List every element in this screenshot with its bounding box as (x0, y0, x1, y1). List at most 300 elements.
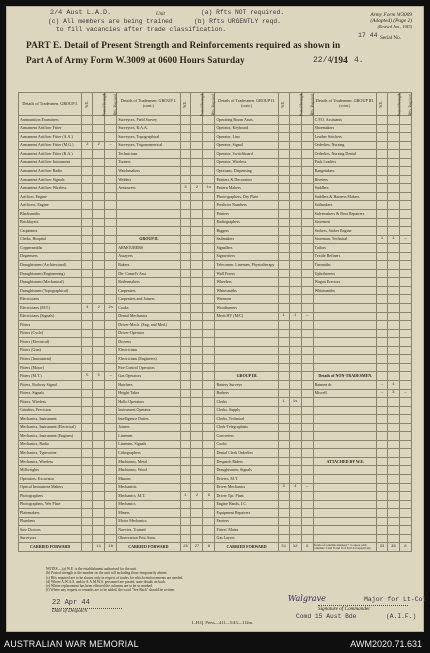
trade-value (301, 492, 313, 501)
trade-label: Fitters (Gun) (19, 346, 82, 355)
trade-value (82, 415, 93, 424)
trade-label (313, 500, 376, 509)
trade-label: Mechanics, Typewriter (19, 449, 82, 458)
trade-label (313, 398, 376, 407)
trade-value (191, 286, 203, 295)
trade-value (82, 116, 93, 125)
trade-value (105, 201, 117, 210)
trade-value (376, 415, 387, 424)
trade-label: Operator, Wireless (215, 158, 278, 167)
trade-label: Carpenters (19, 227, 82, 236)
trade-value (191, 423, 203, 432)
trade-value (399, 338, 411, 347)
trade-value (105, 286, 117, 295)
trade-value (387, 210, 399, 219)
trade-label: Equipment Repairers (215, 509, 278, 518)
trade-value (376, 483, 387, 492)
trade-value (289, 406, 301, 415)
despatch-date: 22 Apr 44 (52, 599, 90, 607)
trade-value (301, 167, 313, 176)
trade-value (203, 509, 215, 518)
col-we: W.E. (376, 93, 387, 116)
trade-value (105, 423, 117, 432)
trade-label: Dental Clerk Orderlies (215, 449, 278, 458)
trade-value (82, 175, 93, 184)
trade-label: Upholsterers (313, 269, 376, 278)
trade-value: 2 (93, 304, 105, 313)
trade-value (376, 517, 387, 526)
totals-row (19, 543, 412, 552)
trade-label: Printers (215, 210, 278, 219)
trade-label: Dir. Camel's Asst. (117, 269, 180, 278)
typed-line-b2: (b) Rfts URGENTLY reqd. (194, 18, 281, 25)
table-row (19, 150, 412, 159)
strength-table (18, 92, 412, 552)
trade-value (203, 329, 215, 338)
table-row (19, 304, 412, 313)
trade-value (105, 492, 117, 501)
trade-label: Mechanics (117, 500, 180, 509)
trade-value (180, 406, 191, 415)
trade-value (93, 500, 105, 509)
trade-label: Saw Doctors (19, 526, 82, 535)
trade-value (301, 141, 313, 150)
trade-value (289, 380, 301, 389)
typed-year: 4. (354, 56, 364, 65)
trade-value (180, 355, 191, 364)
trade-label (313, 492, 376, 501)
table-row (19, 278, 412, 287)
col-details-g1c: Details of Tradesmen. GROUP I. (cont.) (117, 93, 180, 116)
trade-value (301, 261, 313, 270)
trade-value (105, 244, 117, 253)
trade-label: Boilermakers (117, 278, 180, 287)
trade-value (203, 133, 215, 142)
trade-value (203, 235, 215, 244)
trade-value (387, 363, 399, 372)
trade-value (191, 133, 203, 142)
trade-value (93, 483, 105, 492)
trade-label: Mechanics, M.T. (117, 492, 180, 501)
trade-label: Armament Artificer Fitter (19, 124, 82, 133)
trade-value (203, 355, 215, 364)
trade-value (105, 252, 117, 261)
trade-value (278, 210, 289, 219)
trade-label: C.P.O. Assistants (313, 116, 376, 125)
trade-value (180, 363, 191, 372)
table-row (19, 363, 412, 372)
trade-value (376, 492, 387, 501)
trade-value (105, 500, 117, 509)
trade-value (376, 167, 387, 176)
trade-value (105, 389, 117, 398)
trade-value (82, 261, 93, 270)
trade-value (387, 517, 399, 526)
trade-label: Gas Operators (117, 372, 180, 381)
trade-label (313, 363, 376, 372)
part-e-title: PART E. Detail of Present Strength and Reinforcements required as shown in (26, 41, 341, 51)
trade-value (105, 116, 117, 125)
table-row (19, 346, 412, 355)
table-row (19, 423, 412, 432)
trade-value (191, 355, 203, 364)
typed-rank: Major for Lt-Col (364, 596, 427, 603)
trade-value (191, 252, 203, 261)
trade-value (301, 184, 313, 193)
trade-value (399, 474, 411, 483)
trade-value (105, 449, 117, 458)
trade-value (289, 269, 301, 278)
trade-value: 1 (278, 398, 289, 407)
trade-label: Surveyors, Trigonometrical (117, 141, 180, 150)
signature-label: Signature of Commander (318, 605, 408, 612)
trade-value (82, 269, 93, 278)
trade-value (93, 526, 105, 535)
trade-value (203, 201, 215, 210)
trade-value (105, 321, 117, 330)
trade-value (93, 201, 105, 210)
trade-value (203, 363, 215, 372)
trade-value (191, 415, 203, 424)
trade-value (278, 389, 289, 398)
trade-value (82, 321, 93, 330)
table-row (19, 355, 412, 364)
trade-value (105, 457, 117, 466)
trade-value (93, 440, 105, 449)
trade-label: Optical Instrument Makers (19, 483, 82, 492)
trade-value: 2 (191, 184, 203, 193)
trade-label: Rangetakers (313, 167, 376, 176)
trade-value: 3 (180, 184, 191, 193)
trade-label: Painters & Decorators (215, 175, 278, 184)
trade-label: Clerks, Technical (215, 415, 278, 424)
trade-value (278, 321, 289, 330)
trade-value (399, 380, 411, 389)
despatch-block (52, 599, 122, 614)
trade-value (203, 244, 215, 253)
trade-value: 1 (387, 380, 399, 389)
trade-value (191, 218, 203, 227)
trade-label: Grinders, Precision (19, 406, 82, 415)
trade-value (191, 321, 203, 330)
trade-value (82, 201, 93, 210)
trade-value (105, 406, 117, 415)
col-rfts: Rfts. Required. (301, 93, 313, 116)
trade-value (301, 321, 313, 330)
trade-label: Whitesmiths (313, 286, 376, 295)
trade-value (376, 372, 387, 381)
trade-value (301, 372, 313, 381)
trade-value (376, 312, 387, 321)
table-row (19, 474, 412, 483)
trade-value (180, 124, 191, 133)
trade-value (93, 252, 105, 261)
trade-value (191, 312, 203, 321)
trade-label: Operator, Keyboard (215, 124, 278, 133)
trade-label: Watchmakers (117, 167, 180, 176)
trade-value (82, 423, 93, 432)
trade-value (191, 440, 203, 449)
trade-value (105, 534, 117, 543)
trade-value (387, 346, 399, 355)
trade-label: Driver Mechanics (215, 483, 278, 492)
trade-value (203, 483, 215, 492)
trade-label: Motor Mechanics (117, 517, 180, 526)
trade-value (289, 286, 301, 295)
trade-value (399, 457, 411, 466)
form-identifier (370, 12, 412, 31)
trade-value (278, 355, 289, 364)
trade-label: Armament Artificer Wireless (19, 184, 82, 193)
trade-value (278, 295, 289, 304)
table-row (19, 321, 412, 330)
trade-label: Concreters (215, 432, 278, 441)
trade-label: Opticians, Dispensing (215, 167, 278, 176)
trade-label: Fitters, Signals (19, 389, 82, 398)
trade-value (278, 261, 289, 270)
trade-value (387, 398, 399, 407)
table-header-row (19, 93, 412, 116)
trade-label (313, 474, 376, 483)
trade-value (180, 116, 191, 125)
trade-label: Saddlers (313, 184, 376, 193)
trade-value (376, 295, 387, 304)
trade-value (289, 124, 301, 133)
trade-value (93, 286, 105, 295)
trade-label: GROUP III. (215, 372, 278, 381)
trade-label: Signallers (215, 244, 278, 253)
trade-value (278, 380, 289, 389)
trade-value (289, 158, 301, 167)
trade-value (180, 474, 191, 483)
trade-value (191, 449, 203, 458)
trade-value: — (399, 235, 411, 244)
trade-value (93, 457, 105, 466)
trade-value (82, 406, 93, 415)
trade-value (387, 158, 399, 167)
trade-value (376, 304, 387, 313)
trade-value (93, 133, 105, 142)
document-page (6, 6, 427, 632)
trade-value (289, 534, 301, 543)
trade-value (387, 526, 399, 535)
trade-label: Intelligence Duties (117, 415, 180, 424)
trade-value: 1 (387, 235, 399, 244)
trade-value (301, 449, 313, 458)
trade-value (191, 363, 203, 372)
trade-value (180, 244, 191, 253)
trade-value (376, 184, 387, 193)
trade-label (215, 338, 278, 347)
trade-value (180, 278, 191, 287)
trade-label: Wagon Erectors (313, 278, 376, 287)
trade-label: Height Taker (117, 389, 180, 398)
trade-value: 2 (191, 492, 203, 501)
typed-serial: 17 44 (358, 32, 378, 39)
trade-value (105, 509, 117, 518)
trade-value (301, 210, 313, 219)
trade-label (313, 329, 376, 338)
table-row (19, 500, 412, 509)
trade-label: Clerks, Hospital (19, 235, 82, 244)
trade-label: Blacksmiths (19, 210, 82, 219)
trade-value (278, 474, 289, 483)
trade-label: GROUP II. (117, 235, 180, 244)
trade-value: 2 (82, 141, 93, 150)
trade-value (191, 141, 203, 150)
table-row (19, 218, 412, 227)
archive-name: AUSTRALIAN WAR MEMORIAL (4, 639, 139, 649)
trade-value (376, 244, 387, 253)
carried-forward-label: CARRIED FORWARD (215, 543, 278, 552)
trade-value (301, 517, 313, 526)
trade-value (289, 227, 301, 236)
printer-imprint: L.H.Q. Press—411—5/43—112m. (192, 620, 254, 625)
trade-value (82, 517, 93, 526)
trade-value (93, 261, 105, 270)
trade-value (387, 534, 399, 543)
trade-value (387, 133, 399, 142)
trade-value (387, 440, 399, 449)
trade-value: — (399, 389, 411, 398)
trade-value (93, 466, 105, 475)
trade-value (376, 141, 387, 150)
trade-value (93, 184, 105, 193)
col-we: W.E. (180, 93, 191, 116)
trade-value (376, 192, 387, 201)
trade-value (301, 304, 313, 313)
trade-value (289, 184, 301, 193)
trade-value (289, 295, 301, 304)
trade-value (105, 363, 117, 372)
trade-value (82, 150, 93, 159)
total-value: 31 (278, 543, 289, 552)
trade-value (289, 432, 301, 441)
form-id-line-3: (Revised Jan., 1943) (377, 24, 412, 30)
trade-value (301, 526, 313, 535)
trade-value (289, 167, 301, 176)
trade-value (191, 227, 203, 236)
trade-value (387, 474, 399, 483)
table-row (19, 269, 412, 278)
table-row (19, 286, 412, 295)
trade-value (289, 116, 301, 125)
trade-value (191, 466, 203, 475)
trade-value (289, 509, 301, 518)
trade-value (105, 295, 117, 304)
trade-label: Fitters (19, 321, 82, 330)
trade-label: Telecomm. Linemen, Physiotherapy (215, 261, 278, 270)
trade-label: Surveyors, Topographical (117, 133, 180, 142)
trade-label: Electricians (M.T.) (19, 304, 82, 313)
trade-value (105, 517, 117, 526)
trade-value (93, 474, 105, 483)
trade-label: Leather Stitchers (313, 133, 376, 142)
trade-value (289, 329, 301, 338)
trade-label: Despatch Riders (215, 457, 278, 466)
trade-value (203, 116, 215, 125)
trade-value (82, 526, 93, 535)
table-row (19, 466, 412, 475)
trade-value (191, 261, 203, 270)
trade-label: Pattern Makers (215, 184, 278, 193)
trade-label: Surveyors, R.A.A. (117, 124, 180, 133)
table-row (19, 338, 412, 347)
trade-value (105, 269, 117, 278)
trade-value (387, 218, 399, 227)
trade-value (82, 244, 93, 253)
trade-value (203, 124, 215, 133)
trade-label: Armament Artificer Fitter (A.A.) (19, 133, 82, 142)
trade-value (203, 526, 215, 535)
trade-value (289, 517, 301, 526)
trade-value (93, 150, 105, 159)
trade-value (387, 141, 399, 150)
trade-value (203, 269, 215, 278)
trade-value (203, 534, 215, 543)
trade-value (278, 500, 289, 509)
table-row (19, 295, 412, 304)
trade-value: 3 (278, 483, 289, 492)
trade-label (117, 227, 180, 236)
trade-value (301, 329, 313, 338)
trade-label (313, 338, 376, 347)
trade-value (376, 269, 387, 278)
trade-value (93, 269, 105, 278)
trade-value (399, 483, 411, 492)
trade-label: Electricians (117, 346, 180, 355)
totals-note: Totals of columns marked * to agree with columns 3 and 8 and 9 of Part A respectively. (313, 543, 376, 552)
trade-label: Sailmakers (215, 235, 278, 244)
trade-value (105, 278, 117, 287)
trade-value (82, 440, 93, 449)
trade-value (82, 389, 93, 398)
trade-value (376, 218, 387, 227)
trade-value (82, 218, 93, 227)
trade-value (376, 440, 387, 449)
trade-value (301, 509, 313, 518)
trade-value (301, 415, 313, 424)
trade-value (289, 304, 301, 313)
trade-label: Wiremen (215, 295, 278, 304)
trade-value (180, 372, 191, 381)
trade-value (191, 534, 203, 543)
trade-value (105, 415, 117, 424)
trade-label: Drivers, M.T. (215, 474, 278, 483)
trade-value (203, 192, 215, 201)
trade-label (313, 517, 376, 526)
trade-value (191, 269, 203, 278)
trade-value (399, 526, 411, 535)
trade-value (376, 261, 387, 270)
trade-value (278, 466, 289, 475)
trade-value: 4 (289, 483, 301, 492)
trade-value: 9 (203, 492, 215, 501)
total-value: 16 (105, 543, 117, 552)
trade-label (117, 218, 180, 227)
trade-value (399, 158, 411, 167)
trade-value (180, 380, 191, 389)
trade-label (313, 440, 376, 449)
trade-label (215, 355, 278, 364)
trade-value (180, 295, 191, 304)
trade-value (387, 175, 399, 184)
trade-value (203, 141, 215, 150)
trade-label: Joiners (117, 423, 180, 432)
trade-value (180, 133, 191, 142)
trade-value (399, 355, 411, 364)
trade-value (376, 509, 387, 518)
